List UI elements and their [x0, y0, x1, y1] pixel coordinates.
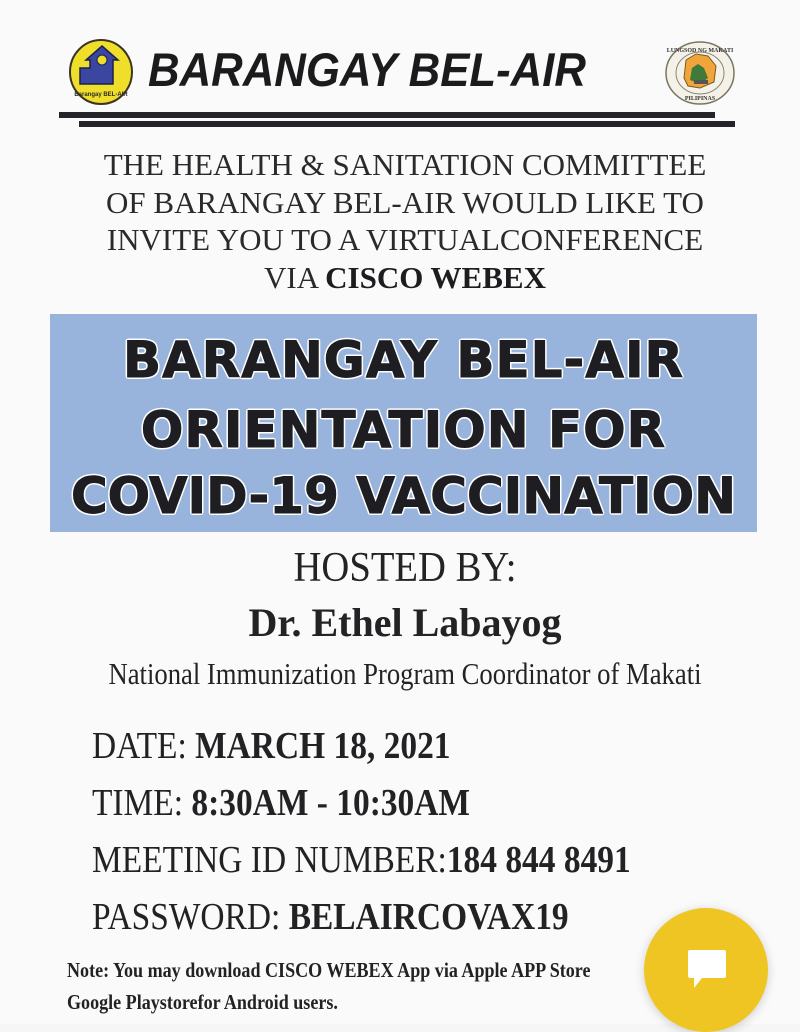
detail-value: BELAIRCOVAX19 — [288, 896, 569, 938]
note-line: Google Playstorefor Android users. — [67, 990, 338, 1014]
invitation-line: THE HEALTH & SANITATION COMMITTEE — [103, 147, 707, 182]
chat-button[interactable] — [644, 908, 768, 1032]
banner-line: ORIENTATION FOR — [140, 401, 667, 459]
detail-time — [92, 775, 690, 832]
detail-label: PASSWORD: — [92, 896, 289, 938]
detail-label: MEETING ID NUMBER: — [92, 839, 447, 881]
svg-text:LUNGSOD NG MAKATI: LUNGSOD NG MAKATI — [666, 48, 734, 54]
host-name: Dr. Ethel Labayog — [248, 600, 562, 645]
detail-value: 8:30AM - 10:30AM — [191, 782, 470, 824]
barangay-title: BARANGAY BEL-AIR — [148, 43, 586, 96]
barangay-bel-air-logo — [68, 38, 134, 106]
makati-city-seal — [664, 40, 736, 106]
svg-text:PILIPINAS: PILIPINAS — [684, 96, 716, 102]
invitation-line: OF BARANGAY BEL-AIR WOULD LIKE TO — [106, 184, 704, 220]
header-divider-top — [59, 112, 715, 118]
invitation-text — [40, 146, 770, 296]
invitation-line: INVITE YOU TO A VIRTUALCONFERENCE — [106, 222, 704, 257]
detail-meeting-id — [92, 832, 690, 889]
makati-seal-icon — [664, 40, 736, 106]
detail-label: TIME: — [92, 782, 192, 824]
event-details — [92, 718, 772, 946]
banner-line: COVID-19 VACCINATION — [70, 467, 737, 525]
invitation-via-line — [40, 259, 770, 297]
note-line: Note: You may download CISCO WEBEX App via Apple APP Store — [67, 958, 591, 982]
detail-value: 184 844 8491 — [446, 839, 631, 881]
event-title-banner — [50, 314, 757, 532]
host-role: National Immunization Program Coordinator of Makati — [108, 656, 702, 691]
hosted-by-heading: HOSTED BY: — [293, 545, 517, 591]
chat-bubble-icon — [686, 948, 728, 992]
svg-text:Barangay BEL-AIR: Barangay BEL-AIR — [74, 92, 128, 98]
banner-line: BARANGAY BEL-AIR — [122, 331, 685, 389]
download-note — [67, 954, 617, 1018]
detail-value: MARCH 18, 2021 — [195, 725, 451, 767]
barangay-seal-icon — [68, 38, 134, 106]
detail-label: DATE: — [92, 725, 196, 767]
header-divider-bottom — [79, 121, 735, 127]
via-platform: CISCO WEBEX — [325, 259, 546, 295]
via-prefix: VIA — [264, 259, 326, 295]
detail-password — [92, 889, 690, 946]
detail-date — [92, 718, 690, 775]
